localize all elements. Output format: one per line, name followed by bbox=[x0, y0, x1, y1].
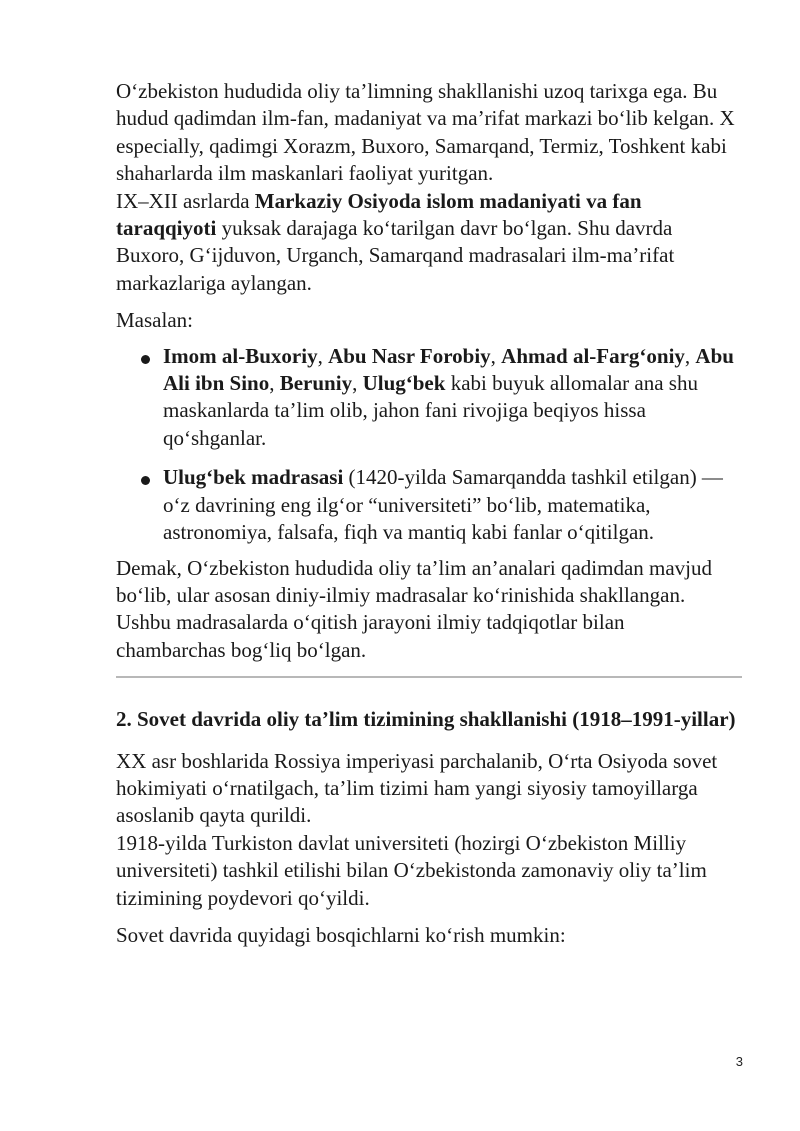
conclusion-paragraph: Demak, O‘zbekiston hududida oliy ta’lim an’analari qadimdan mavjud bo‘lib, ular asosan diniy-ilmiy madrasalar ko‘rinishida shakllangan. Ushbu madrasalarda o‘qitish jarayoni ilmiy tadqiqotlar bilan chambarchas bog‘liq bo‘lgan. bbox=[116, 555, 712, 662]
page-number: 3 bbox=[735, 1054, 743, 1069]
scholar-name: Beruniy bbox=[279, 371, 353, 396]
scholar-name: Abu Nasr Forobiy bbox=[328, 343, 491, 368]
madrasa-name: Ulug‘bek madrasasi bbox=[163, 465, 344, 490]
intro-paragraph-2 bbox=[116, 188, 736, 298]
section-paragraph-3: Sovet davrida quyidagi bosqichlarni ko‘rish mumkin: bbox=[116, 922, 566, 947]
scholar-name: Imom al-Buxoriy bbox=[163, 343, 318, 368]
separator: , bbox=[317, 343, 329, 368]
intro-paragraph: O‘zbekiston hududida oliy ta’limning shakllanishi uzoq tarixga ega. Bu hudud qadimdan ilm-fan, madaniyat va ma’rifat markazi bo‘lib kelgan. X especially, qadimgi Xorazm, Buxoro, Samarqand, Termiz, Toshkent kabi shaharlarda ilm maskanlari faoliyat yuritgan. bbox=[116, 79, 735, 186]
scholar-name: Ulug‘bek bbox=[362, 371, 446, 396]
section-paragraph-2: 1918-yilda Turkiston davlat universiteti (hozirgi O‘zbekiston Milliy universiteti) tashkil etilishi bilan O‘zbekistonda zamonaviy oliy ta’lim tizimining poydevori qo‘yildi. bbox=[116, 830, 707, 910]
masalan-label: Masalan: bbox=[116, 308, 193, 333]
scholars-list bbox=[116, 343, 736, 547]
scholar-name: Ahmad al-Farg‘oniy bbox=[501, 343, 685, 368]
list-item bbox=[163, 464, 736, 546]
horizontal-divider bbox=[116, 676, 742, 678]
text-run: (1420-yilda Samarqandda tashkil etilgan) — o‘z davrining eng ilg‘or “universiteti” bo‘lib, matematika, astronomiya, falsafa, fiqh va mantiq kabi fanlar o‘qitilgan. bbox=[163, 465, 723, 545]
text-run: yuksak darajaga ko‘tarilgan davr bo‘lgan. Shu davrda Buxoro, G‘ijduvon, Urganch, Samarqand madrasalari ilm-ma’rifat markazlariga aylangan. bbox=[116, 216, 675, 295]
separator: , bbox=[490, 343, 502, 368]
section-paragraph: XX asr boshlarida Rossiya imperiyasi parchalanib, O‘rta Osiyoda sovet hokimiyati o‘rnatilgach, ta’lim tizimi ham yangi siyosiy tamoyillarga asoslanib qayta qurildi. bbox=[116, 748, 718, 828]
separator: , bbox=[684, 343, 696, 368]
document-page bbox=[116, 78, 736, 949]
separator: , bbox=[352, 371, 363, 396]
list-item bbox=[163, 343, 736, 453]
text-run: kabi buyuk allomalar ana shu maskanlarda ta’lim olib, jahon fani rivojiga beqiyos hissa qo‘shganlar. bbox=[163, 371, 698, 450]
separator: , bbox=[269, 371, 280, 396]
text-run: IX–XII asrlarda bbox=[116, 188, 255, 213]
section-heading: 2. Sovet davrida oliy ta’lim tizimining shakllanishi (1918–1991-yillar) bbox=[116, 707, 736, 732]
bold-phrase: Markaziy Osiyoda islom madaniyati va fan taraqqiyoti bbox=[116, 188, 642, 241]
scholar-name: Abu Ali ibn Sino bbox=[163, 343, 734, 396]
